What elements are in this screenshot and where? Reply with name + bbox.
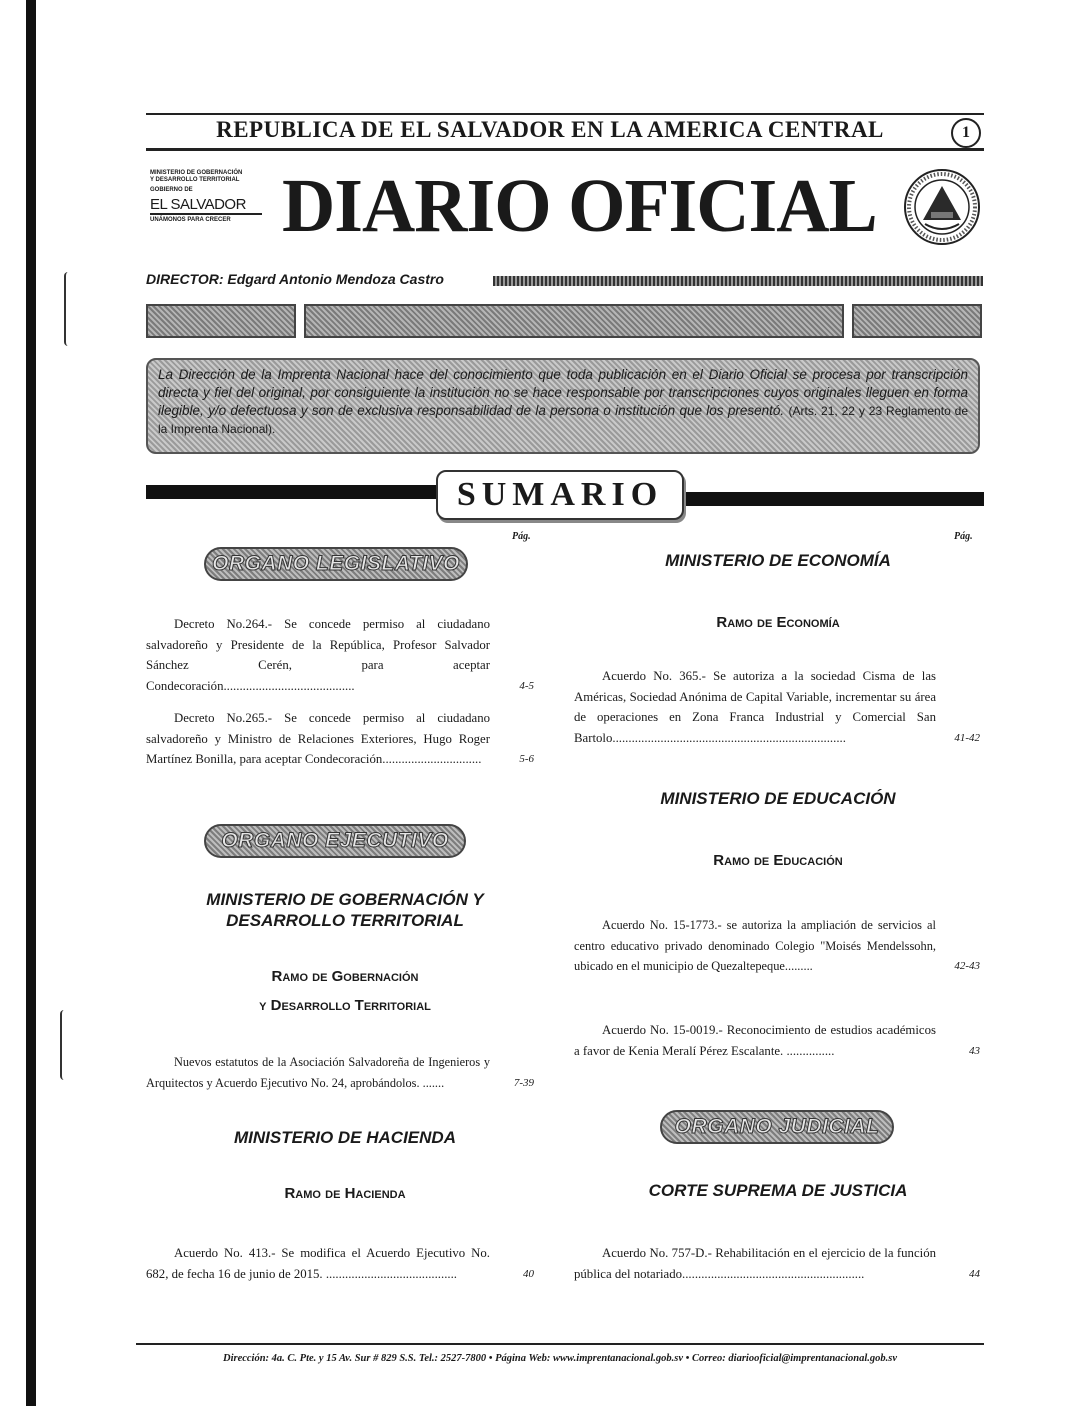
footer-rule: [136, 1343, 984, 1345]
pen-mark: [64, 272, 74, 346]
director-label: DIRECTOR:: [146, 271, 224, 287]
sumario-title: SUMARIO: [436, 470, 684, 520]
entry-text: Acuerdo No. 15-0019.- Reconocimiento de estudios académicos a favor de Kenia Meralí Pérez Escalante. ...............: [574, 1023, 936, 1058]
entry-page: 43: [969, 1044, 980, 1057]
national-seal-icon: [903, 168, 981, 246]
masthead-title: DIARIO OFICIAL: [282, 164, 877, 248]
summary-entry: [574, 1243, 980, 1284]
notice-reference: (Arts. 21, 22 y 23 Reglamento de la Imprenta Nacional).: [158, 404, 968, 436]
entry-page: 4-5: [519, 679, 534, 692]
binder-edge: [26, 0, 36, 1406]
entry-text: Acuerdo No. 365.- Se autoriza a la sociedad Cisma de las Américas, Sociedad Anónima de Capital Variable, incrementar su área de operaciones en Zona Franca Industrial y Comercial San Bartolo.........................................................................: [574, 669, 936, 745]
republic-heading: REPUBLICA DE EL SALVADOR EN LA AMERICA CENTRAL: [216, 117, 884, 142]
summary-entry: [146, 1052, 534, 1093]
organo-ejecutivo-badge: ORGANO EJECUTIVO: [204, 824, 466, 858]
entry-page: 41-42: [954, 731, 980, 744]
ramo-heading-line: Ramo de Gobernación: [271, 968, 419, 985]
entry-text: Decreto No.265.- Se concede permiso al ciudadano salvadoreño y Ministro de Relaciones Exteriores, Hugo Roger Martínez Bonilla, para aceptar Condecoración...............................: [146, 711, 490, 767]
ministry-logo-line: Y DESARROLLO TERRITORIAL: [150, 177, 240, 183]
ministry-heading: MINISTERIO DE HACIENDA: [234, 1128, 456, 1147]
organo-legislativo-badge: ORGANO LEGISLATIVO: [204, 547, 468, 581]
notice-box: [146, 358, 980, 454]
entry-text: Decreto No.264.- Se concede permiso al ciudadano salvadoreño y Presidente de la República, Profesor Salvador Sánchez Cerén, para aceptar Condecoración.........................................: [146, 617, 490, 693]
ministry-logo-line: MINISTERIO DE GOBERNACIÓN: [150, 170, 243, 176]
ramo-heading: Ramo de Educación: [713, 852, 843, 869]
ministry-heading: MINISTERIO DE ECONOMÍA: [665, 551, 891, 570]
sumario-rule-right: [686, 492, 984, 506]
ministry-heading-line: DESARROLLO TERRITORIAL: [226, 911, 464, 930]
entry-page: 40: [523, 1267, 534, 1280]
ministry-logo-tagline: UNÁMONOS PARA CRECER: [150, 217, 231, 223]
entry-text: Nuevos estatutos de la Asociación Salvadoreña de Ingenieros y Arquitectos y Acuerdo Ejecutivo No. 24, aprobándolos. .......: [146, 1055, 490, 1090]
date-bar: [304, 304, 844, 338]
director-fill-bar: [493, 276, 983, 286]
entry-page: 7-39: [513, 1076, 534, 1089]
ramo-heading-line: y Desarrollo Territorial: [259, 997, 431, 1014]
director-name: Edgard Antonio Mendoza Castro: [227, 271, 444, 287]
ministry-heading: [146, 889, 544, 931]
summary-entry: [574, 666, 980, 748]
entry-text: Acuerdo No. 15-1773.- se autoriza la ampliación de servicios al centro educativo privado denominado Colegio "Moisés Mendelssohn, ubicado en el municipio de Quezaltepeque.........: [574, 918, 936, 974]
entry-text: Acuerdo No. 413.- Se modifica el Acuerdo Ejecutivo No. 682, de fecha 16 de junio de 2015. .........................................: [146, 1246, 490, 1281]
sumario-rule-left: [146, 485, 436, 499]
summary-entry: [146, 614, 534, 696]
page-number-badge: 1: [951, 118, 981, 148]
ramo-heading: Ramo de Economía: [716, 614, 840, 631]
organo-judicial-badge: ORGANO JUDICIAL: [660, 1110, 894, 1144]
pag-label-right: Pág.: [954, 531, 973, 542]
ministry-logo: [150, 170, 270, 234]
ramo-heading: [146, 962, 544, 1020]
entry-text: Acuerdo No. 757-D.- Rehabilitación en el ejercicio de la función pública del notariado.........................................................: [574, 1246, 936, 1281]
court-heading: CORTE SUPREMA DE JUSTICIA: [648, 1181, 908, 1200]
entry-page: 44: [969, 1267, 980, 1280]
summary-entry: [574, 1020, 980, 1061]
pag-label-left: Pág.: [512, 531, 531, 542]
summary-entry: [574, 915, 980, 977]
ministry-logo-name: EL SALVADOR: [150, 196, 262, 215]
ministry-logo-line: GOBIERNO DE: [150, 187, 193, 193]
ministry-heading-line: MINISTERIO DE GOBERNACIÓN Y: [206, 890, 484, 909]
ministry-heading: MINISTERIO DE EDUCACIÓN: [660, 789, 896, 808]
summary-entry: [146, 1243, 534, 1284]
header-bottom-rule: [146, 148, 984, 151]
notice-text: La Dirección de la Imprenta Nacional hace del conocimiento que toda publicación en el Diario Oficial se procesa por transcripción directa y fiel del original, por consiguiente la institución no se hace responsable por transcripciones cuyos originales lleguen en forma ilegible, y/o defectuosa y son de exclusiva responsabilidad de la persona o institución que los presentó.: [158, 367, 968, 418]
ramo-heading: Ramo de Hacienda: [284, 1185, 406, 1202]
entry-page: 42-43: [954, 960, 980, 973]
pen-mark: [60, 1010, 70, 1080]
director-line: [146, 271, 444, 287]
entry-page: 5-6: [519, 753, 534, 766]
header-top-rule: [146, 113, 984, 115]
tomo-bar: [146, 304, 296, 338]
summary-entry: [146, 708, 534, 770]
number-bar: [852, 304, 982, 338]
footer-address: Dirección: 4a. C. Pte. y 15 Av. Sur # 829 S.S. Tel.: 2527-7800 • Página Web: www.imprentanacional.gob.sv • Correo: diariooficial@imprentanacional.gob.sv: [222, 1353, 897, 1364]
